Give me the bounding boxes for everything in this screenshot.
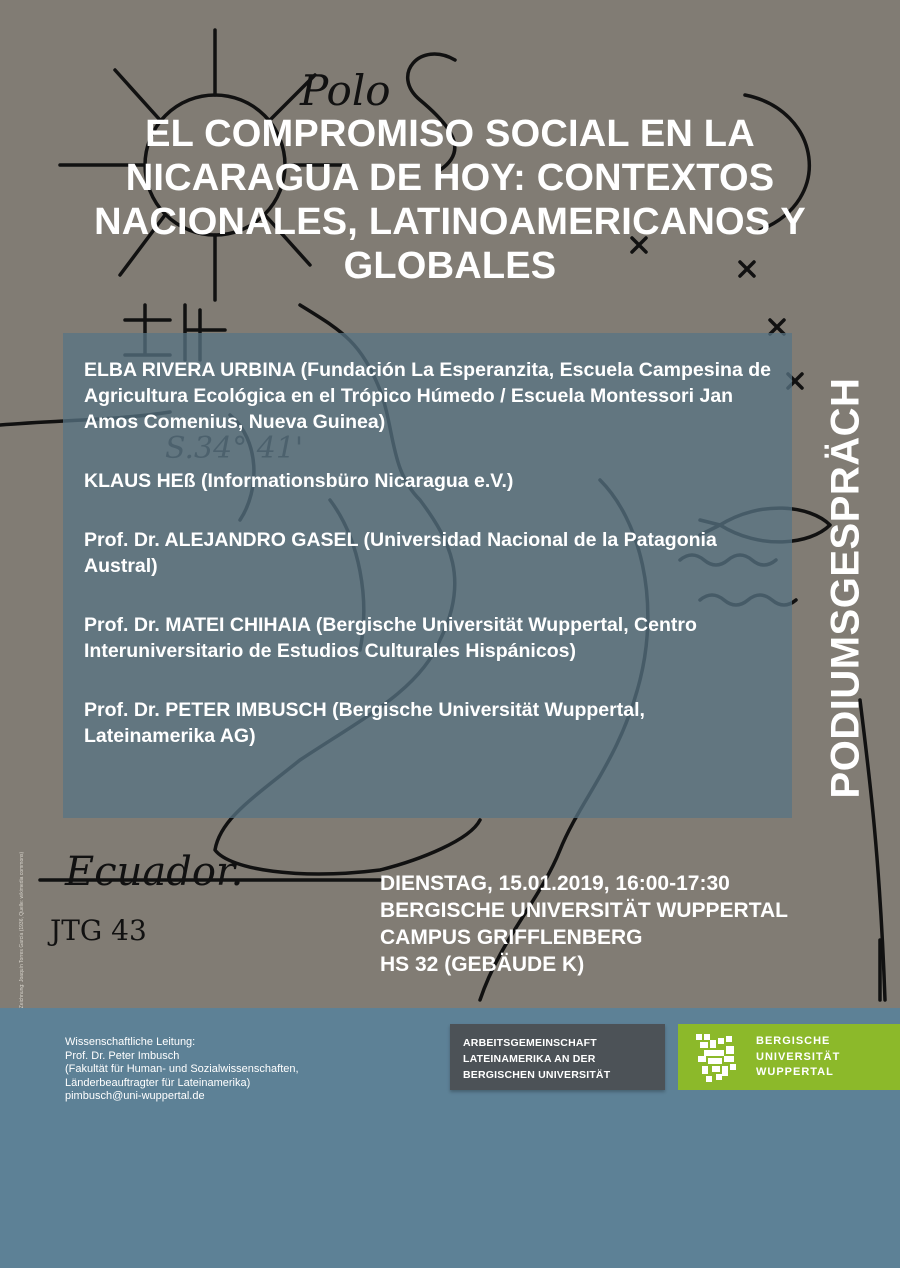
event-institution: BERGISCHE UNIVERSITÄT WUPPERTAL — [380, 899, 788, 922]
vertical-label-container — [813, 338, 879, 838]
event-date-time: DIENSTAG, 15.01.2019, 16:00-17:30 — [380, 872, 730, 895]
ag-line-1: ARBEITSGEMEINSCHAFT — [463, 1037, 597, 1049]
lead-email-link[interactable]: pimbusch@uni-wuppertal.de — [65, 1090, 205, 1102]
lead-dept-line-1: (Fakultät für Human- und Sozialwissenschaften, — [65, 1063, 299, 1075]
speaker-item: Prof. Dr. PETER IMBUSCH (Bergische Universität Wuppertal, Lateinamerika AG) — [84, 699, 645, 747]
speaker-item: ELBA RIVERA URBINA (Fundación La Esperanzita, Escuela Campesina de Agricultura Ecológica en el Trópico Húmedo / Escuela Montessori Jan Amos Comenius, Nueva Guinea) — [84, 359, 771, 433]
speaker-item: Prof. Dr. MATEI CHIHAIA (Bergische Universität Wuppertal, Centro Interuniversitario de Estudios Culturales Hispánicos) — [84, 614, 697, 662]
uni-line-1: BERGISCHE — [756, 1035, 831, 1047]
image-credit: Zeichnung: Joaquín Torres García (1936, Quelle: wikimedia commons) — [19, 851, 25, 1008]
university-logo — [678, 1024, 900, 1090]
podiumsgespraech-label: PODIUMSGESPRÄCH — [823, 377, 868, 799]
speakers-list — [84, 357, 774, 782]
event-details — [380, 870, 788, 978]
drawing-text-polo: Polo — [300, 66, 391, 115]
uni-line-3: WUPPERTAL — [756, 1066, 834, 1078]
lion-crest-icon — [690, 1030, 744, 1084]
scientific-lead — [65, 1036, 299, 1104]
drawing-text-signature: JTG 43 — [50, 914, 147, 947]
drawing-text-ecuador: Ecuador. — [65, 849, 244, 895]
image-credit-container — [16, 851, 28, 1008]
event-campus: CAMPUS GRIFFLENBERG — [380, 926, 643, 949]
poster-title: EL COMPROMISO SOCIAL EN LA NICARAGUA DE HOY: CONTEXTOS NACIONALES, LATINOAMERICANOS Y GLOBALES — [94, 113, 806, 287]
event-room: HS 32 (GEBÄUDE K) — [380, 953, 585, 976]
speaker-item: Prof. Dr. ALEJANDRO GASEL (Universidad Nacional de la Patagonia Austral) — [84, 529, 717, 577]
lead-name: Prof. Dr. Peter Imbusch — [65, 1049, 180, 1062]
ag-line-2: LATEINAMERIKA AN DER — [463, 1053, 596, 1065]
speaker-item: KLAUS HEß (Informationsbüro Nicaragua e.V.) — [84, 470, 514, 492]
uni-line-2: UNIVERSITÄT — [756, 1050, 841, 1063]
lead-dept-line-2: Länderbeauftragter für Lateinamerika) — [65, 1076, 251, 1089]
ag-line-3: BERGISCHEN UNIVERSITÄT — [463, 1069, 611, 1081]
lead-heading: Wissenschaftliche Leitung: — [65, 1036, 196, 1048]
ag-lateinamerika-logo — [450, 1024, 665, 1090]
